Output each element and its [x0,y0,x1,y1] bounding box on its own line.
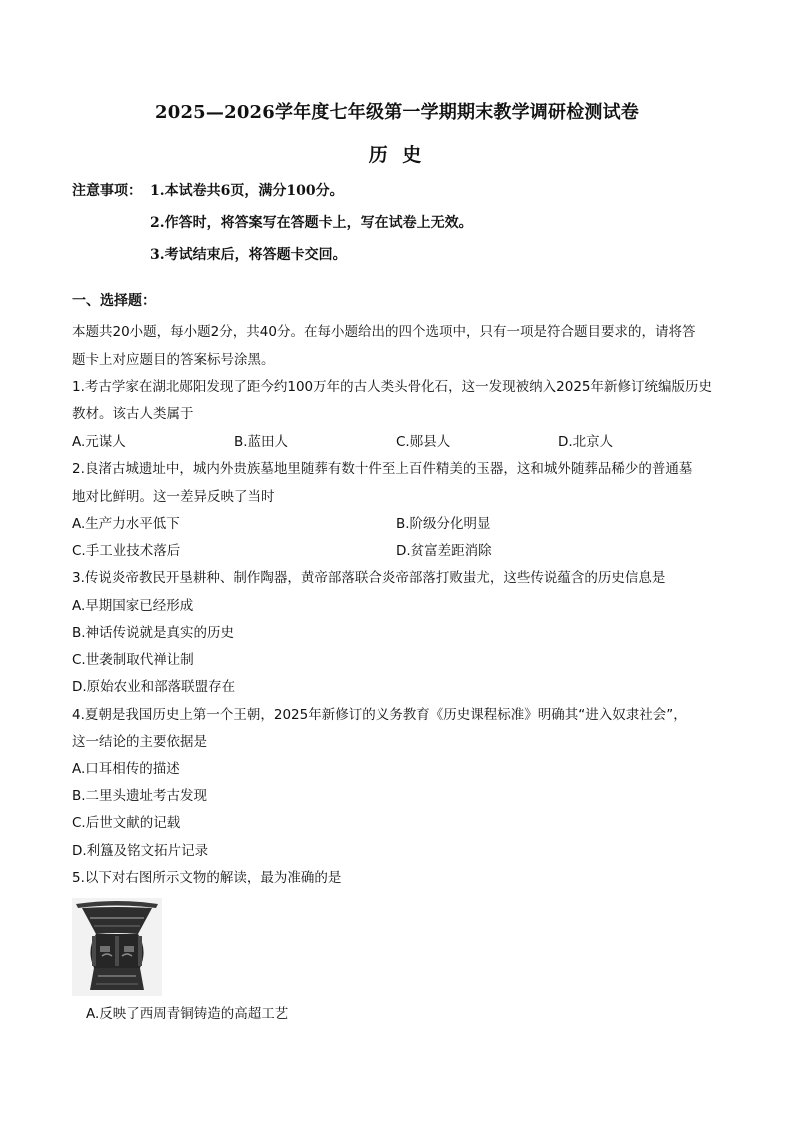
option-a: A.早期国家已经形成 [72,598,194,614]
option-c: C.手工业技术落后 [72,543,181,559]
option-d: D.北京人 [558,434,614,450]
option-c: C.郧县人 [396,434,451,450]
question-stem: 教材。该古人类属于 [72,406,194,422]
option-b: B.二里头遗址考古发现 [72,788,208,804]
question-stem: 1.考古学家在湖北郧阳发现了距今约100万年的古人类头骨化石，这一发现被纳入2025年新修订统编版历史 [72,379,713,395]
question-stem: 4.夏朝是我国历史上第一个王朝，2025年新修订的义务教育《历史课程标准》明确其“进入奴隶社会”， [72,707,687,723]
option-d: D.原始农业和部落联盟存在 [72,679,236,695]
question-stem: 这一结论的主要依据是 [72,734,207,750]
question-stem: 地对比鲜明。这一差异反映了当时 [72,489,275,505]
option-a: A.生产力水平低下 [72,516,180,532]
section-intro-line: 题卡上对应题目的答案标号涂黑。 [72,352,275,368]
question-stem: 5.以下对右图所示文物的解读，最为准确的是 [72,870,342,886]
notice-item: 3.考试结束后，将答题卡交回。 [150,247,347,263]
bronze-zun-vessel-photo [72,898,162,996]
option-d: D.贫富差距消除 [396,543,492,559]
notice-item: 1.本试卷共6页，满分100分。 [150,183,344,199]
notice-item: 2.作答时，将答案写在答题卡上，写在试卷上无效。 [150,215,473,231]
option-c: C.后世文献的记载 [72,815,181,831]
option-c: C.世袭制取代禅让制 [72,652,194,668]
exam-title: 2025—2026学年度七年级第一学期期末教学调研检测试卷 [155,102,639,123]
notice-label: 注意事项： [72,183,142,199]
option-d: D.利簋及铭文拓片记录 [72,843,209,859]
option-a: A.口耳相传的描述 [72,761,180,777]
section-intro-line: 本题共20小题，每小题2分，共40分。在每小题给出的四个选项中，只有一项是符合题目要求的，请将答 [72,324,696,340]
option-a: A.元谋人 [72,434,126,450]
option-a: A.反映了西周青铜铸造的高超工艺 [86,1006,289,1022]
section-heading: 一、选择题： [72,293,156,309]
option-b: B.神话传说就是真实的历史 [72,625,235,641]
question-stem: 2.良渚古城遗址中，城内外贵族墓地里随葬有数十件至上百件精美的玉器，这和城外随葬品稀少的普通墓 [72,461,693,477]
exam-subject: 历 史 [368,144,426,166]
option-b: B.蓝田人 [234,434,289,450]
option-b: B.阶级分化明显 [396,516,491,532]
question-stem: 3.传说炎帝教民开垦耕种、制作陶器，黄帝部落联合炎帝部落打败蚩尤，这些传说蕴含的历史信息是 [72,570,666,586]
